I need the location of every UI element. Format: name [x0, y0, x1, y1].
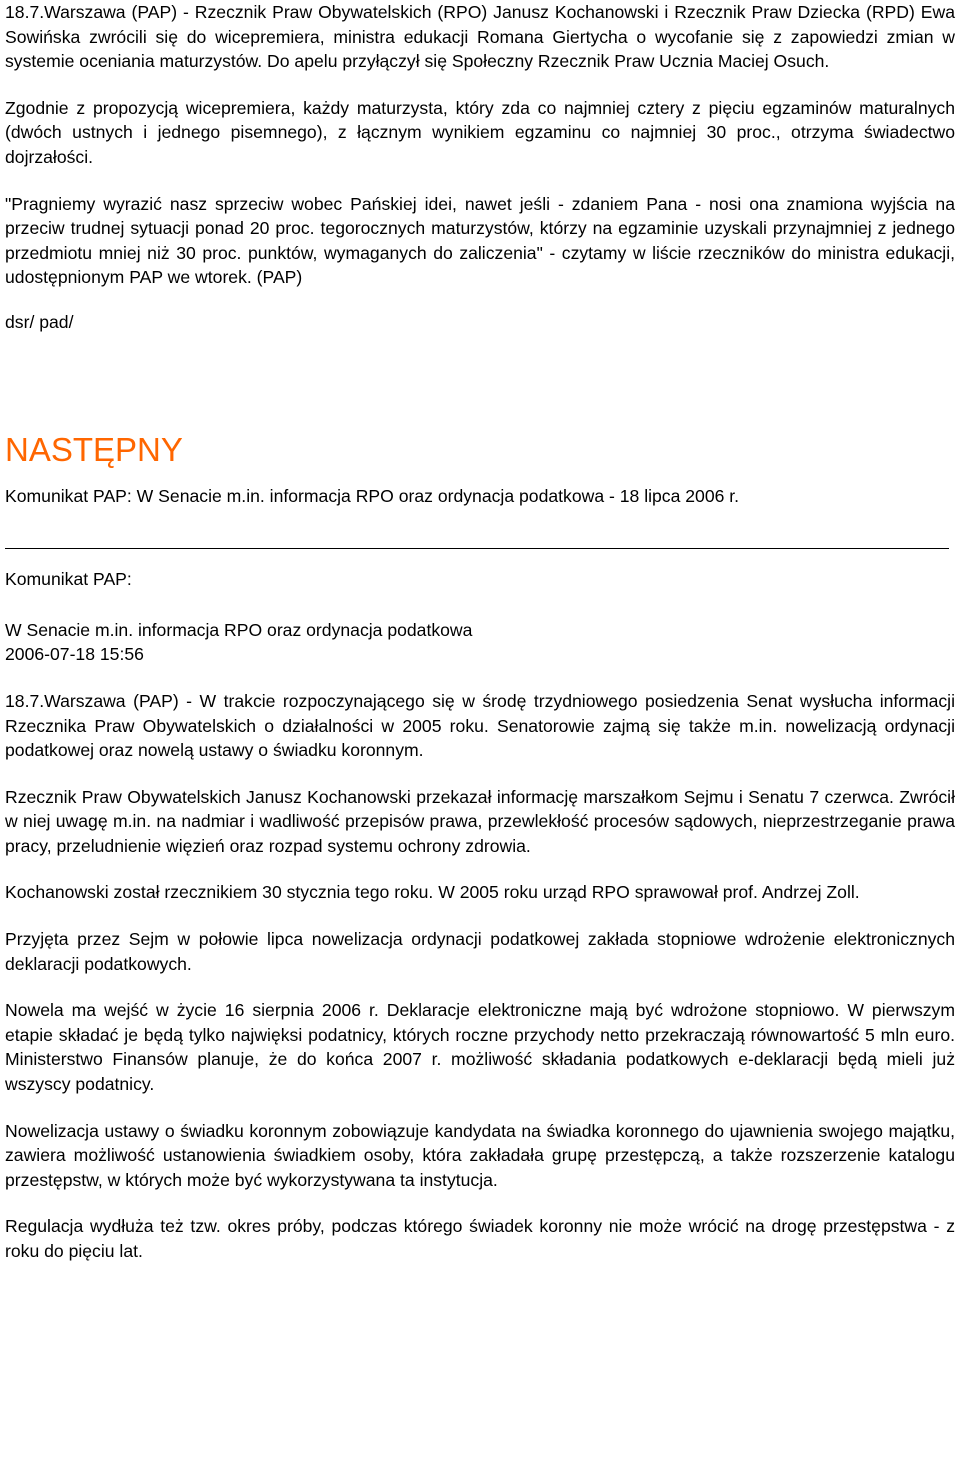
article1-signature: dsr/ pad/: [5, 311, 74, 332]
next-article-komunikat: Komunikat PAP: W Senacie m.in. informacja RPO oraz ordynacja podatkowa - 18 lipca 2006 r.: [5, 485, 740, 506]
article1-paragraph-3: "Pragniemy wyrazić nasz sprzeciw wobec Pańskiej idei, nawet jeśli - zdaniem Pana - nosi ona znamiona wyjścia na przeciw trudnej sytuacji ponad 20 proc. tegorocznych maturzystów, którzy na egzaminie uzyskali przynajmniej z jednego przedmiotu mniej niż 30 proc. punktów, wymaganych do zaliczenia" - czytamy w liście rzeczników do ministra edukacji, udostępnionym PAP we wtorek. (PAP): [5, 193, 955, 288]
article2-paragraph-7: Regulacja wydłuża też tzw. okres próby, podczas którego świadek koronny nie może wrócić na drogę przestępstwa - z roku do pięciu lat.: [5, 1216, 955, 1261]
next-article-link[interactable]: NASTĘPNY: [5, 430, 183, 468]
article2-datetime: 2006-07-18 15:56: [5, 644, 144, 665]
article2-paragraph-3: Kochanowski został rzecznikiem 30 stycznia tego roku. W 2005 roku urząd RPO sprawował prof. Andrzej Zoll.: [5, 882, 860, 903]
article2-paragraph-4: Przyjęta przez Sejm w połowie lipca nowelizacja ordynacji podatkowej zakłada stopniowe wdrożenie elektronicznych deklaracji podatkowych.: [5, 929, 955, 974]
article2-paragraph-1: 18.7.Warszawa (PAP) - W trakcie rozpoczynającego się w środę trzydniowego posiedzenia Senat wysłucha informacji Rzecznika Praw Obywatelskich o działalności w 2005 roku. Senatorowie zajmą się także m.in. nowelizacją ordynacji podatkowej oraz nowelą ustawy o świadku koronnym.: [5, 690, 955, 761]
article2-header-label: Komunikat PAP:: [5, 569, 132, 590]
article1-paragraph-2: Zgodnie z propozycją wicepremiera, każdy maturzysta, który zda co najmniej cztery z pięciu egzaminów maturalnych (dwóch ustnych i jednego pisemnego), z łącznym wynikiem egzaminu co najmniej 30 proc., otrzyma świadectwo dojrzałości.: [5, 97, 955, 167]
document-page: [5, 0, 955, 1264]
article2-paragraph-6: Nowelizacja ustawy o świadku koronnym zobowiązuje kandydata na świadka koronnego do ujawnienia swojego majątku, zawiera możliwość ustanowienia świadkiem osoby, która zakładała grupę przestępczą, a także rozszerzenie katalogu przestępstw, w których może być wykorzystywana ta instytucja.: [5, 1120, 955, 1190]
article2-paragraph-2: Rzecznik Praw Obywatelskich Janusz Kochanowski przekazał informację marszałkom Sejmu i Senatu 7 czerwca. Zwrócił w niej uwagę m.in. na nadmiar i wadliwość przepisów prawa, przewlekłość procesów sądowych, nieprzestrzeganie prawa pracy, przeludnienie więzień oraz rozpad systemu ochrony zdrowia.: [5, 786, 955, 856]
article2-title: W Senacie m.in. informacja RPO oraz ordynacja podatkowa: [5, 619, 473, 640]
section-divider: [5, 548, 949, 549]
article1-paragraph-1: 18.7.Warszawa (PAP) - Rzecznik Praw Obywatelskich (RPO) Janusz Kochanowski i Rzecznik Praw Dziecka (RPD) Ewa Sowińska zwrócili się do wicepremiera, ministra edukacji Romana Giertycha o wycofanie się z zapowiedzi zmian w systemie oceniania maturzystów. Do apelu przyłączył się Społeczny Rzecznik Praw Ucznia Maciej Osuch.: [5, 2, 955, 72]
article2-paragraph-5: Nowela ma wejść w życie 16 sierpnia 2006 r. Deklaracje elektroniczne mają być wdrożone stopniowo. W pierwszym etapie składać je będą tylko najwięksi podatnicy, których roczne przychody netto przekraczają równowartość 5 mln euro. Ministerstwo Finansów planuje, że do końca 2007 r. możliwość składania podatkowych e-deklaracji będą mieli już wszyscy podatnicy.: [5, 1000, 955, 1095]
